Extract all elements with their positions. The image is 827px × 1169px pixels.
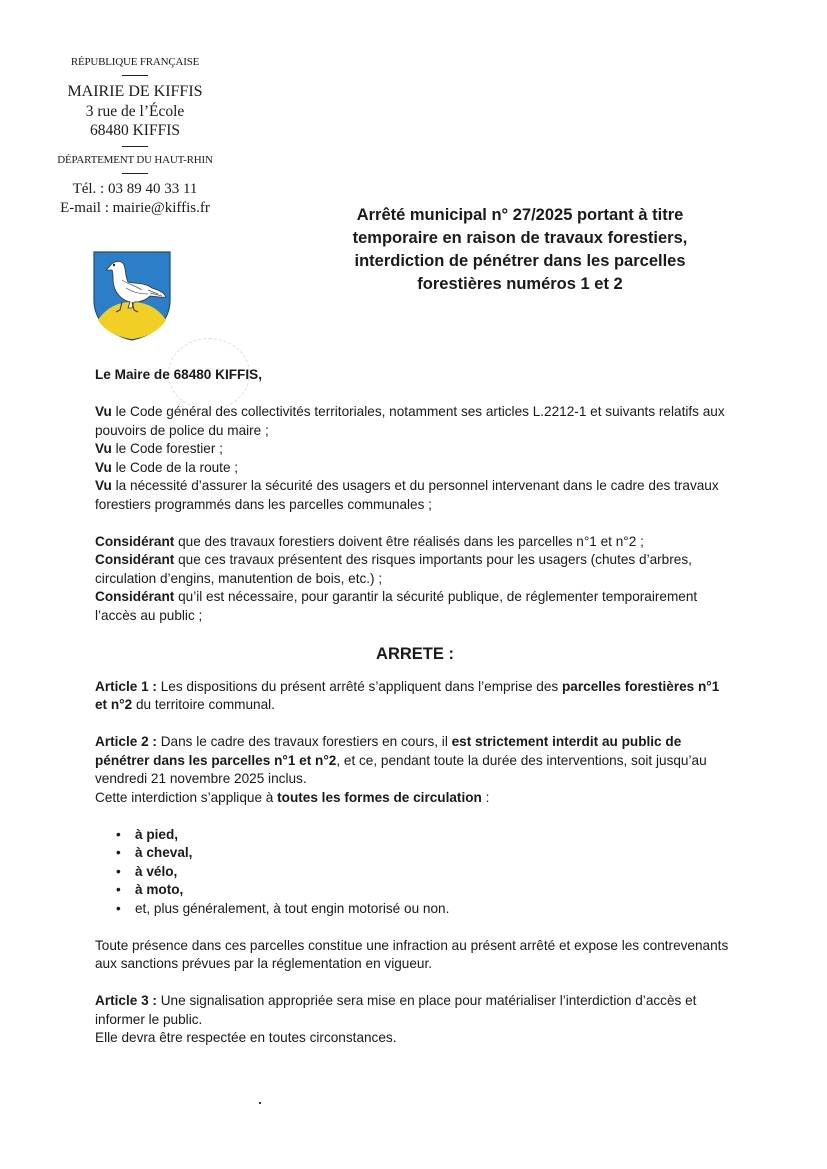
coat-of-arms-bird-icon [92,250,172,342]
bullet-icon: • [116,882,121,897]
phone-number: Tél. : 03 89 40 33 11 [72,181,198,197]
article-2: Article 2 : Dans le cadre des travaux forestiers en cours, il est strictement interdit au public de pénétrer dans les parcelles n°1 et n°2, et ce, pendant toute la durée des interventions, soit jusqu’au vendredi 21 novembre 2025 inclus. [95,734,707,786]
decree-body [95,366,735,1048]
letterhead [40,55,230,218]
title-line: temporaire en raison de travaux forestiers, [352,229,688,247]
visa-paragraph: Vu la nécessité d’assurer la sécurité des usagers et du personnel intervenant dans le cadre des travaux forestiers programmés dans les parcelles communales ; [95,478,719,512]
visa-paragraph: Vu le Code de la route ; [95,459,239,475]
sanction-paragraph: Toute présence dans ces parcelles constitue une infraction au présent arrêté et expose les contrevenants aux sanctions prévues par la réglementation en vigueur. [95,937,729,971]
considerant-paragraph: Considérant que des travaux forestiers doivent être réalisés dans les parcelles n°1 et n°2 ; [95,533,644,549]
arrete-heading: ARRETE : [376,645,454,663]
article-1: Article 1 : Les dispositions du présent arrêté s’appliquent dans l’emprise des parcelles forestières n°1 et n°2 du territoire communal. [95,678,720,712]
address-line-1: 3 rue de l’École [85,103,185,120]
visa-paragraph: Vu le Code général des collectivités territoriales, notamment ses articles L.2212-1 et suivants relatifs aux pouvoirs de police du maire ; [95,404,725,438]
article-2-scope: Cette interdiction s’applique à toutes les formes de circulation : [95,789,490,805]
article-3: Article 3 : Une signalisation appropriée sera mise en place pour matérialiser l’interdiction d’accès et informer le public. [95,993,697,1027]
list-item: • à pied, [95,826,735,845]
article-3-note: Elle devra être respectée en toutes circonstances. [95,1030,397,1045]
circulation-list [95,826,735,919]
divider [122,146,148,147]
email-address: E-mail : mairie@kiffis.fr [60,200,210,216]
title-line: forestières numéros 1 et 2 [417,275,623,293]
decree-title [330,204,710,296]
list-item: • et, plus généralement, à tout engin motorisé ou non. [95,900,735,919]
title-line: Arrêté municipal n° 27/2025 portant à titre [356,206,684,224]
bullet-icon: • [116,826,121,842]
republique-label: RÉPUBLIQUE FRANÇAISE [70,56,200,68]
visa-paragraph: Vu le Code forestier ; [95,441,223,456]
list-item: • à moto, [95,881,735,900]
considerant-paragraph: Considérant que ces travaux présentent des risques importants pour les usagers (chutes d’arbres, circulation d’engins, manutention de bois, etc.) ; [95,552,692,586]
list-item: • à cheval, [95,844,735,863]
divider [122,75,148,76]
address-line-2: 68480 KIFFIS [89,122,180,139]
bullet-icon: • [116,845,121,860]
scan-artifact [259,1102,261,1104]
bullet-icon: • [116,863,121,879]
list-item: • à vélo, [95,863,735,882]
considerant-paragraph: Considérant qu’il est nécessaire, pour garantir la sécurité publique, de réglementer temporairement l’accès au public ; [95,589,698,623]
departement-label: DÉPARTEMENT DU HAUT-RHIN [57,154,213,166]
divider [122,173,148,174]
bullet-icon: • [116,900,121,916]
title-line: interdiction de pénétrer dans les parcelles [354,252,686,270]
mayor-intro: Le Maire de 68480 KIFFIS, [95,367,262,382]
mairie-name: MAIRIE DE KIFFIS [67,83,203,100]
